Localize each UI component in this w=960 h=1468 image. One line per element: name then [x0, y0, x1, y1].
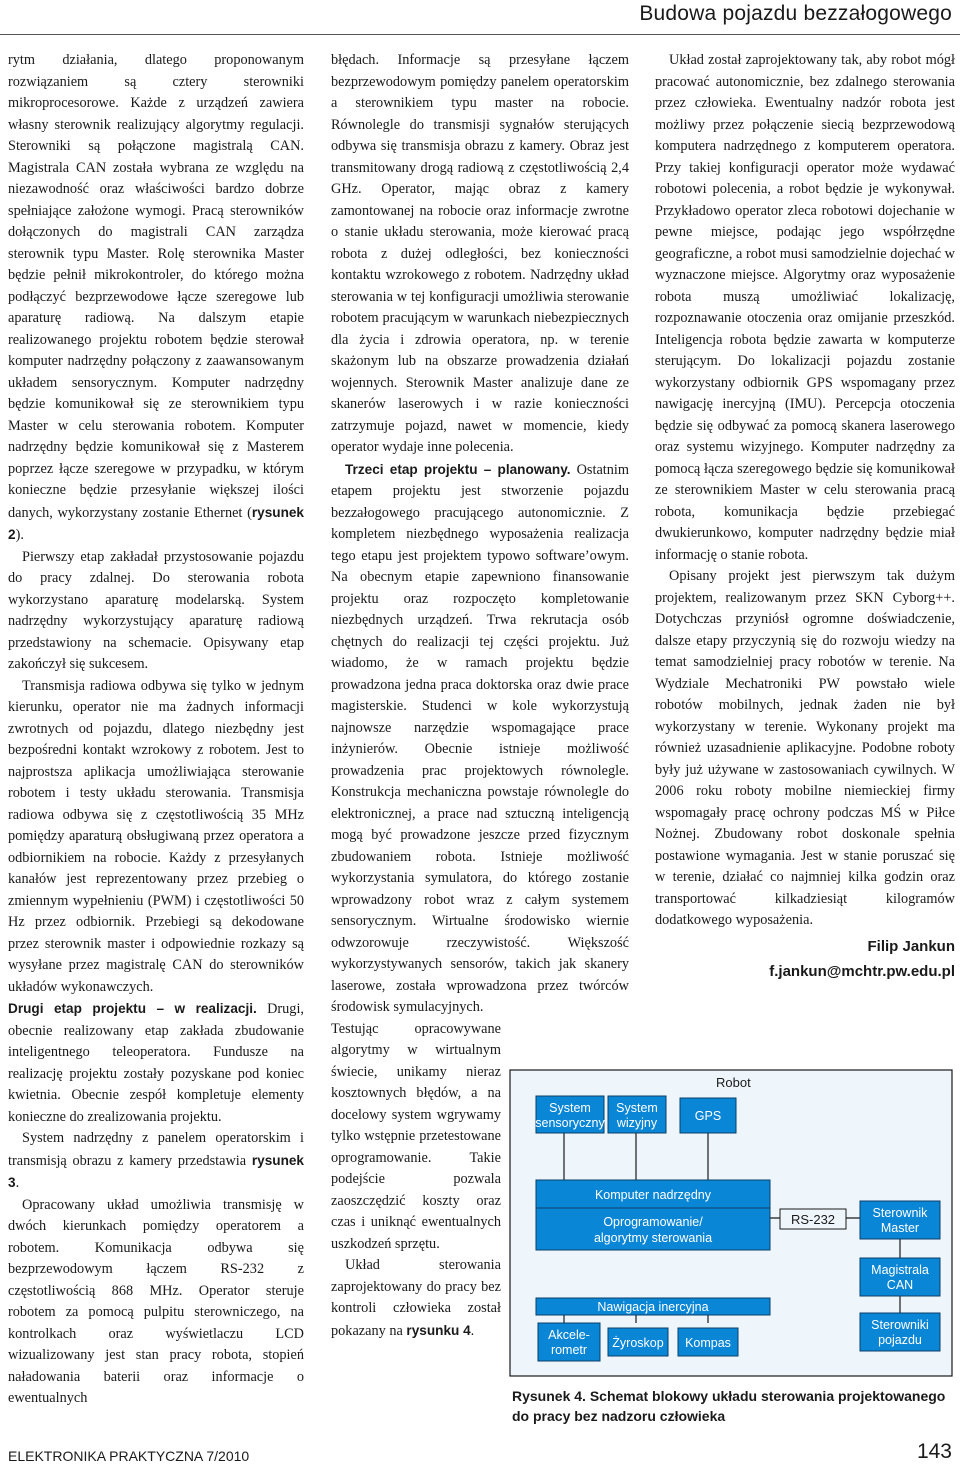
- author-name: Filip Jankun: [867, 937, 955, 955]
- column-3: [655, 50, 955, 982]
- footer-publication: ELEKTRONIKA PRAKTYCZNA 7/2010: [8, 1448, 250, 1464]
- column-1: [8, 50, 304, 1410]
- box-label: rometr: [550, 1343, 588, 1357]
- box-label: Magistrala: [871, 1263, 929, 1277]
- box-label: Akcele-: [548, 1328, 590, 1342]
- box-label: Komputer nadrzędny: [594, 1188, 712, 1202]
- paragraph: Transmisja radiowa odbywa się tylko w jednym kierunku, operator nie ma żadnych informacji zwrotnych od pojazdu, dlatego niezbędny jest bezpośredni kontakt wzrokowy z robotem. Jest to najprostsza aplikacja umożliwiająca sterowanie robotem i testy układu sterowania. Transmisja radiowa odbywa się z częstotliwością 35 MHz pomiędzy aparaturą obsługiwaną przez operatora a odbiornikiem na robocie. Każdy z przesyłanych kanałów jest reprezentowany przez przebieg o zmiennym wypełnieniu (PWM) i częstotliwości 50 Hz przez odbiornik. Przebiegi są dekodowane przez sterownik master i odpowiednie rozkazy są wysyłane przez magistralę CAN do sterowników układów wykonawczych.: [8, 677, 304, 995]
- box-label: GPS: [694, 1109, 722, 1123]
- box-label: CAN: [886, 1278, 914, 1292]
- box-label: System: [616, 1101, 658, 1115]
- figure-caption: Rysunek 4. Schemat blokowy układu sterowania projektowanego do pracy bez nadzoru człowieka: [512, 1388, 946, 1424]
- box-label: Master: [880, 1221, 920, 1235]
- section-heading: Drugi etap projektu – w realizacji.: [8, 1001, 257, 1016]
- box-label: Nawigacja inercyjna: [597, 1300, 709, 1314]
- paragraph: Układ został zaprojektowany tak, aby robot mógł pracować autonomicznie, bez zdalnego sterowania przez człowieka. Ewentualny nadzór robota jest możliwy przez połączenie siecią bezprzewodową komputera nadrzędnego z komputerem operatora. Przy takiej konfiguracji operator może wydawać robotowi polecenia, a robot będzie je wykonywał. Przykładowo operator zleca robotowi dojechanie w pewne miejsce, podając jego współrzędne geograficzne, a robot musi samodzielnie dojechać w wyznaczone miejsce. Algorytmy oraz wyposażenie robota muszą umożliwiać lokalizację, rozpoznawanie otoczenia oraz omijanie przeszkód. Inteligencja robota będzie zawarta w komputerze sterującym. Do lokalizacji pojazdu zostanie wykorzystany odbiornik GPS wspomagany przez nawigację inercyjną (IMU). Percepcja otoczenia będzie się odbywać za pomocą skanera laserowego oraz systemu wizyjnego. Komputer nadrzędny za pomocą łącza szeregowego będzie się komunikował ze sterownikiem Master w celu sterowania pracą robota, komunikacja będzie przebiegać dwukierunkowo, komputer nadrzędny będzie miał informację o stanie robota.: [655, 52, 955, 563]
- box-label: RS-232: [790, 1212, 836, 1227]
- footer-page-number: 143: [916, 1440, 952, 1463]
- box-label: Sterownik: [872, 1206, 928, 1220]
- box-label: wizyjny: [616, 1116, 658, 1130]
- paragraph: System nadrzędny z panelem operatorskim i transmisją obrazu z kamery przedstawia rysunek 3.: [8, 1130, 304, 1191]
- paragraph: Opisany projekt jest pierwszym tak dużym projektem, realizowanym przez SKN Cyborg++. Dotychczas przyniósł ogromne doświadczenie, dalsze etapy przyczynią się do rozwoju wiedzy na temat samodzielniej pracy robotów w terenie. Na Wydziale Mechatroniki PW powstało wiele robotów mobilnych, jednak żaden nie był wykorzystany w terenie. Wykonany projekt ma również uzasadnienie aplikacyjne. Podobne roboty były już używane w zastosowaniach cywilnych. W 2006 roku roboty mobilne niemieckiej firmy wspomagały pracę ochrony podczas MŚ w Piłce Nożnej. Zbudowany robot doskonale spełnia postawione wymagania. Jest w stanie poruszać się w terenie, działać co najmniej kilka godzin oraz transportować kilkadziesiąt kilogramów dodatkowego wyposażenia.: [655, 568, 955, 928]
- paragraph: Pierwszy etap zakładał przystosowanie pojazdu do pracy zdalnej. Do sterowania robota wykorzystano aparaturę modelarską. System nadrzędny wykorzystujący aparaturę radiową przedstawiony na schemacie. Opisywany etap zakończył się sukcesem.: [8, 548, 304, 672]
- box-label: System: [549, 1101, 591, 1115]
- paragraph: Układ sterowania zaprojektowany do pracy bez kontroli człowieka został pokazany na rysunku 4.: [331, 1257, 501, 1339]
- box-label: Żyroskop: [612, 1336, 664, 1350]
- paragraph: błędach. Informacje są przesyłane łączem bezprzewodowym pomiędzy panelem operatorskim a sterownikiem typu master na robocie. Równolegle do transmisji sygnałów sterujących odbywa się transmisja obrazu z kamery. Obraz jest transmitowany drogą radiową z częstotliwością 2,4 GHz. Operator, mając obraz z kamery zamontowanej na robocie oraz informacje zwrotne o stanie układu sterowania, może kierować pracą robota z dużej odległości, bez konieczności kontaktu wzrokowego z robotem. Nadrzędny układ sterowania w tej konfiguracji umożliwia sterowanie robotem pracującym w warunkach niebezpiecznych dla życia i zdrowia operatora, np. w terenie skażonym lub na obszarze prowadzenia działań wojennych. Sterownik Master analizuje dane ze skanerów laserowych i w razie konieczności zatrzymuje pojazd, nawet w momencie, kiedy operator wydaje inne polecenia.: [331, 52, 629, 455]
- figure-reference: rysunku 4: [406, 1322, 471, 1338]
- figure-reference: rysunek 3: [8, 1152, 304, 1190]
- figure-reference: rysunek 2: [8, 504, 304, 542]
- box-label: Oprogramowanie/: [603, 1215, 703, 1229]
- page-header: [0, 0, 960, 35]
- paragraph: Testując opracowywane algorytmy w wirtualnym świecie, unikamy nieraz kosztownych błędów, a na docelowy system wgrywamy tylko wstępnie przetestowane oprogramowanie. Takie podejście pozwala zaoszczędzić koszty oraz czas i uniknąć ewentualnych uszkodzeń sprzętu.: [331, 1020, 501, 1252]
- section-heading: Trzeci etap projektu – planowany.: [345, 461, 571, 477]
- box-label: Kompas: [685, 1336, 731, 1350]
- header-title: Budowa pojazdu bezzałogowego: [639, 2, 952, 25]
- author-email[interactable]: f.jankun@mchtr.pw.edu.pl: [769, 962, 955, 980]
- box-label: pojazdu: [878, 1333, 922, 1347]
- box-label: sensoryczny: [535, 1116, 605, 1130]
- paragraph: Opracowany układ umożliwia transmisję w dwóch kierunkach pomiędzy operatorem a robotem. Komunikacja odbywa się bezprzewodowym łączem RS-232 z częstotliwością 868 MHz. Operator steruje robotem za pomocą pulpitu sterowniczego, na kontrolkach oraz wyświetlaczu LCD wizualizowany jest stan pracy robota, stopień naładowania baterii oraz informacje o ewentualnych: [8, 1196, 304, 1406]
- block-diagram: [508, 1068, 954, 1378]
- box-label: algorytmy sterowania: [593, 1231, 713, 1245]
- paragraph: Drugi etap projektu – w realizacji. Drugi, obecnie realizowany etap zakłada zbudowanie inteligentnego teleoperatora. Fundusze na realizację projektu zostały pozyskane pod koniec kwietnia. Obecnie zespół kompletuje elementy konieczne do zrealizowania projektu.: [8, 1001, 304, 1125]
- paragraph: rytm działania, dlatego proponowanym rozwiązaniem są cztery sterowniki mikroprocesorowe. Każde z urządzeń zawiera własny sterownik realizujący algorytmy regulacji. Sterowniki są połączone magistralą CAN. Magistrala CAN została wybrana ze względu na niezawodność oraz właściwości bardzo dobrze spełniające założone wymogi. Pracą sterowników dołączonych do magistrali CAN zarządza sterownik typu Master. Rolę sterownika Master będzie pełnił mikrokontroler, do którego można podłączyć bezprzewodowe łącze szeregowe lub aparaturę radiową. Na dalszym etapie realizowanego projektu robotem będzie sterował komputer nadrzędny połączony z zaawansowanym układem sensorycznym. Komputer nadrzędny będzie komunikował się ze sterownikiem typu Master w celu sterowania robotem. Komputer nadrzędny będzie komunikował się z Masterem poprzez łącze szeregowe w przypadku, w którym konieczne będzie przesyłanie większej ilości danych, wykorzystany zostanie Ethernet (rysunek 2).: [8, 52, 304, 543]
- paragraph: Trzeci etap projektu – planowany. Ostatnim etapem projektu jest stworzenie pojazdu bezzałogowego pracującego autonomicznie. Z kompletem niezbędnego wyposażenia realizacja tego etapu jest projektem typowo software’owym. Na obecnym etapie zapewniono finansowanie projektu oraz rozpoczęto kompletowanie niezbędnych urządzeń. Trwa rekrutacja osób chętnych do realizacji tej części projektu. Już wiadomo, że w ramach projektu będzie prowadzona jedna praca doktorska oraz dwie prace magisterskie. Studenci w kole wykorzystują najnowsze narzędzie wspomagające prace inżynierów. Obecnie istnieje możliwość prowadzenia prac projektowych równolegle. Konstrukcja mechaniczna powstaje równolegle do elektronicznej, a prace nad sztuczną inteligencją mogą być prowadzone jeszcze przed fizycznym zbudowaniem robota. Istnieje możliwość wykorzystania symulatora, do którego zostanie wprowadzony robot wraz z całym systemem sensorycznym. Wirtualne środowisko wiernie odwzorowuje rzeczywistość. Większość wykorzystywanych sensorów, takich jak skanery laserowe, została wprowadzona przez twórców środowisk symulacyjnych.: [331, 461, 629, 1015]
- robot-label: Robot: [716, 1075, 751, 1090]
- box-label: Sterowniki: [871, 1318, 929, 1332]
